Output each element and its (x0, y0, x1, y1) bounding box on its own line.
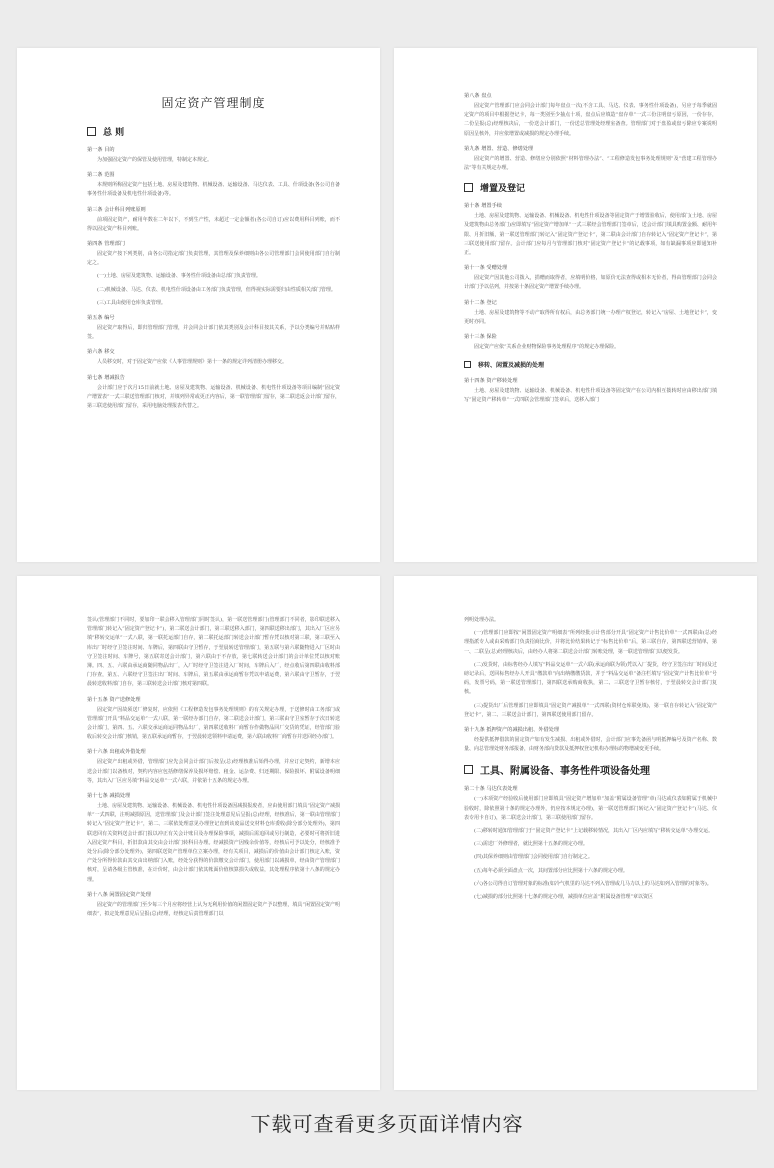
article-heading: 第九条 增置、营造、修缮处理 (464, 145, 534, 152)
document-title: 固定资产管理制度 (161, 96, 266, 110)
document-page-1 (17, 48, 380, 562)
article-heading: 第八条 盘点 (464, 93, 492, 99)
article-item: (七)减损的部分比照第十七条的规定办理，减损单位应盖“附属设备管理”章以资区 (474, 894, 654, 901)
article-text: 固定资产因其他公司拨入，捐赠而取得者，应填明价格，如原价无法查得或相本无价者，得由管理部门会同会计部门予以估列，并按第十条固定资产增置手续办理。 (464, 275, 717, 291)
document-page-3 (17, 576, 380, 1090)
article-text: 固定资产管理部门应会同会计部门每年盘点一次(不含工具、马达、仪表、事务性什项设备)，另应于每季就固定资产的项目中根据登记卡，每一类别至少抽点十项，盘点后应填造“盘存单”一式三份注明盘亏原因，一份存存，二份呈报(总)经理核决后，一份送会计部门，一份送总管理处经理室备查。管理部门对于盘盈或盘亏除应专案说明原因呈核外，并应依增置或减损的规定办理手续。 (464, 103, 717, 137)
article-text: 列明处理办法。 (464, 617, 500, 623)
article-text: 固定资产因故须送厂修复时，应依照《工程修造发包事务处理规则》的有关规定办理，于送修时由工务部门或管理部门开具“料品交运单”一式八联，第一联经办部门自存，第二联送会计部门，第三联由守卫室暂存于次日转送会计部门，第四、五、六联交承运商运同物品出厂，第四联送收料厂商暂存作做物品回厂交货的凭证，经管部门验收后转交会计部门核销，第五联承运商暂存，于翌晨转送领料申请运费，第六联由收料厂商暂存并送回经办部门。 (87, 706, 340, 741)
article-item: (二)发货时，由标售经办人填写“料品交运单”一式六联(承运商联为领)凭以入厂提货，经守卫签注出厂时间及过磅记录后，送回标售经办人开具“缴款单”向出纳缴缴货款，并于“料品交运单”备注栏填写“固定资产计售比价单”号码，发票号码，第一联送管理部门，第四联送承购商收执，第二、三联送守卫暂存核付，于翌晨转交会计部门复核。 (464, 661, 717, 696)
article-heading: 第三条 会计科目列账原则 (87, 206, 146, 213)
article-text: 固定资产取得后，即归管理部门管理，并会同会计部门依其类别及会计科目按其关系，予以分类编号并贴贴样签。 (87, 325, 340, 341)
article-item: (二)移转时通知管理部门于“固定资产登记卡”上记载移转情况，其出入厂区内应填写“移转交运单”办理交运。 (474, 828, 714, 835)
article-text: 土地、房屋及建筑物、运输设备、机械设备、机电性什项设备因减损报废者，应由使用部门填具“固定资产减损单”一式四联，注明减损原因，送管理部门及会计部门签注处理意见后呈报(总)经理，经核准后，第一联由管理部门转记入“固定资产登记卡”，第二、三联依处理意见办理登记直到该废品送交材料仓库委收(除分部分处理外)，第四联送回有关资料送会计部门报以冲正有关会计账目及办理保险事项，减损后需追回或另行制造，必要时可将折旧进入固定资产科目，折旧款由其交由会计部门转科目办理。经减损资产因残余价值等，经核后可予以处分，经核准予处分后(除分部分处理外)，第四联送资产管理单位立案办理，经有关项目，减损后的价值由会计部门核定入账，资产处分所得价款由其交由出纳部门入账，经处分获得的价款缴交会计部门，使用部门以减损单，经由资产管理部门核对，呈请各级主管核准，在计价时，由会计部门依其帐面价值核算损失或收益，其处理程序依第十八条的规定办理。 (87, 803, 340, 883)
article-item: (五)每年必须全面盘点一次，其间置部分应比照第十六条的规定办理。 (474, 867, 628, 874)
article-item: (一)土地、房屋及建筑物、运输设备、事务性什项设备由总部门负责管理。 (97, 273, 261, 280)
article-heading: 第十四条 资产移转处理 (464, 378, 518, 385)
article-item: (三)需送厂外修理者，就比照第十五条的规定办理。 (474, 841, 588, 848)
checkbox-square-icon (464, 183, 473, 192)
article-heading: 第七条 增减报告 (87, 374, 125, 381)
article-heading: 第一条 目的 (87, 147, 115, 153)
download-more-footer[interactable]: 下载可查看更多页面详情内容 (250, 1112, 524, 1136)
article-text: 固定资产按下列类别，由各公司指定部门负责管理，其管理及保养细则由各公司管理部门会同使用部门自行制定之。 (87, 251, 340, 267)
article-text: 经提供抵押借款的固定资产如有发生减损、出租或外借时，会计部门应事先备函与明抵押编号及资产名称、数量、向总管理处财务部报备，由财务部向贷款及抵押权登记机构办理标的物增减变更手续。 (464, 737, 717, 753)
article-heading: 第十九条 抵押资产的减损出租、外借处理 (464, 727, 560, 734)
article-heading: 第五条 编号 (87, 315, 115, 322)
article-item: (四)其保养细则由管理部门会同使用部门自行制定之。 (474, 854, 593, 861)
article-heading: 第十条 增置手续 (464, 203, 502, 210)
article-text: 固定资产应依“关系企业财物保险事务处理程序”的规定办理保险。 (474, 344, 620, 351)
article-heading: 第十二条 登记 (464, 299, 497, 306)
article-heading: 第六条 移交 (87, 349, 115, 356)
article-heading: 第十五条 资产送修处理 (87, 696, 141, 703)
article-item: (二)机械设备、马达、仪表、机电性什项设备由工务部门负责管理，但得视实际需要归由性质相关部门管理。 (97, 286, 336, 293)
article-text: 人员移交时，对于固定资产应依《人事管理规则》第十一条的规定详列清册办理移交。 (97, 359, 288, 366)
article-item: (六)各公司得自订管理对象的标准(如冷气机里的马达不列入管理或几马力以上的马达如列入管理的对象等)。 (474, 880, 712, 887)
article-heading: 第二条 范围 (87, 172, 115, 179)
article-text: 固定资产的增置、营造、修缮应分别依照“材料管理办法”、“工程修造发包事务处理规则”及“营建工程管理办法”等有关规定办理。 (464, 155, 717, 172)
document-page-2 (394, 48, 757, 562)
article-heading: 第十三条 保险 (464, 334, 497, 341)
article-heading: 第四条 管理部门 (87, 241, 125, 248)
article-text: 本规则所称固定资产包括土地、房屋及建筑物、机械设备、运输设备、马达仪表、工具、什项设备(各公司自备事务性什项设备及机电性什项设备)等。 (87, 182, 340, 198)
article-item: (一)本项资产经验收后使用部门应即填具“固定资产增加单”加盖“附属设备管理”章(马达或仪表如附属于机械中验收时，除依照第十条的规定办理外，仍应按本规定办理)，第一联送管理部门转记入“固定资产登记卡”(马达、仪表专用卡自订)，第二联送会计部门，第三联使用部门留存。 (464, 796, 717, 821)
article-heading: 第十一条 受赠处理 (464, 265, 508, 272)
article-text: 会计部门应于次月15日前就土地、房屋及建筑物、运输设备、机械设备、机电性什项设备等项目编制“固定资产增置表”一式三联送管理部门核对，并填列异常或更正内容后，第一联管理部门留存，第二联送返会计部门留存，第三联送使用部门留存，采用电脑处理报表代替之。 (87, 384, 340, 410)
article-text: 土地、房屋及建筑物、运输设备、机械设备、机电性什项设备等固定资产于增置验收后，使用部门(土地、房屋及建筑物由总务部门)应即填写“固定资产增加单”一式三联经会管理部门签章后，送会计部门填具购置金额、耐用年限、月折旧额，第一联送管理部门转记入“固定资产登记卡”，第二联由会计部门自存转记入“固定资产登记卡”，第三联送使用部门留存。会计部门应每月与管理部门核对“固定资产登记卡”的记载事项，如有缺漏事项应即通知补正。 (464, 213, 717, 257)
document-page-4 (394, 576, 757, 1090)
chapter-heading: 增置及登记 (464, 181, 717, 194)
article-item: (三)工具由使用仓库负责管理。 (97, 299, 166, 306)
chapter-heading: 总 则 (87, 125, 340, 138)
article-text: 固定资产的管理部门至少每三个月应将经营上认为无利用价值的闲置固定资产予以整理，填具“闲置固定资产明细表”，拟定处理意见后呈报(总)经理，经核定后责管理部门以 (87, 901, 340, 918)
article-item: (一)管理部门应即按“闲置固定资产明细表”所列经批示计售部分开具“固定资产计售比价单”一式四联由(总)经理指派专人或由采购部门负责招商比价，并将比价结果转记于“标售比价单”后，第三联自存，第四联送营销单，第一、二联呈(总)经理核决后，由经办人将第二联送会计部门转账处理，第一联送管理部门以便发货。 (464, 630, 717, 655)
checkbox-square-icon (87, 127, 96, 136)
article-text: 固定资产出租或外借，管理部门应先会同会计部门后按呈(总)经理核准后始得办理，并应订定契约，新增本应送会计部门以备核对，契约内容应包括修缮保养及损坏赔偿、租金、运杂费、归还期限、保险损坏、附属设备明细等，其出入厂区应另填“料品交运单”一式六联，并依第十五条的规定办理。 (87, 759, 340, 784)
article-text: 土地、房屋及建筑物、运输设备、机械设备、机电性什项设备等固定资产在公司内相互拨转时应由移出部门填写“固定资产移转单”一式四联会管理部门签章后，送移入部门 (464, 388, 717, 404)
article-text: 前项固定资产，耐用年数在二年以下，不到生产性，未超过一定金额者(各公司自订)应以费用科目列账，而不得以固定资产科目列账。 (87, 216, 340, 232)
checkbox-square-icon (464, 361, 471, 368)
article-item: (三)提货出厂后管理部门应即填具“固定资产减损单”一式四联(资材仓库联免填)，第一联自存转记入“固定资产登记卡”，第二、三联送会计部门，第四联送使用部门留存。 (464, 702, 717, 718)
article-text: 土地、房屋及建筑物等不动产取得所有权后，由总务部门统一办理产权登记，转记入“房屋、土地登记卡”，变更时亦同。 (464, 309, 717, 325)
article-heading: 第十八条 闲置固定资产处理 (87, 891, 151, 898)
article-heading: 第十七条 减损处理 (87, 793, 131, 800)
article-heading: 第十六条 出租或外借处理 (87, 749, 146, 756)
article-heading: 第二十条 马达仪表处理 (464, 786, 518, 793)
article-text: 为加强固定资产的保管及使用管理，特制定本规定。 (97, 157, 213, 163)
chapter-heading: 工具、附属设备、事务性件项设备处理 (464, 762, 717, 777)
article-text: 签认(管理部门不同时，要加印一联会移入管理部门同时签认)，第一联送管理部门(管理部门不同者，影印联送移入管理部门转记入“固定资产登记卡”)，第二联送会计部门，第三联送移入部门，第四联送移出部门，其出入厂区应另填“移转交运单”一式八联，第一联托运部门自存，第二联托运部门转送会计部门暂存凭以核对第三联，第三联至入库出厂时经守卫签注时间、车牌后，第四联由守卫暂存，于翌晨转送管理部门，第五联与第六联随物进入厂区时由守卫签注时间、车牌号，第五联寄送会计部门，第六联由于不存放，第七联转送会计部门的会计单位凭以核对账簿。四、五、六联由承运商随同物品出厂，入厂时经守卫签注进入厂时间，车牌后入厂，经点收后第四联由收料部门存查，第五、六联经守卫签注出厂时间、车牌后，第五联由承运商暂存凭以申请运费，第六联由守卫暂存，于翌晨转送收料部门自存，第三联转送会计部门核对第四联。 (87, 617, 340, 688)
chapter-heading: 移转、闲置及减损的处理 (464, 360, 717, 369)
checkbox-square-icon (464, 765, 473, 774)
